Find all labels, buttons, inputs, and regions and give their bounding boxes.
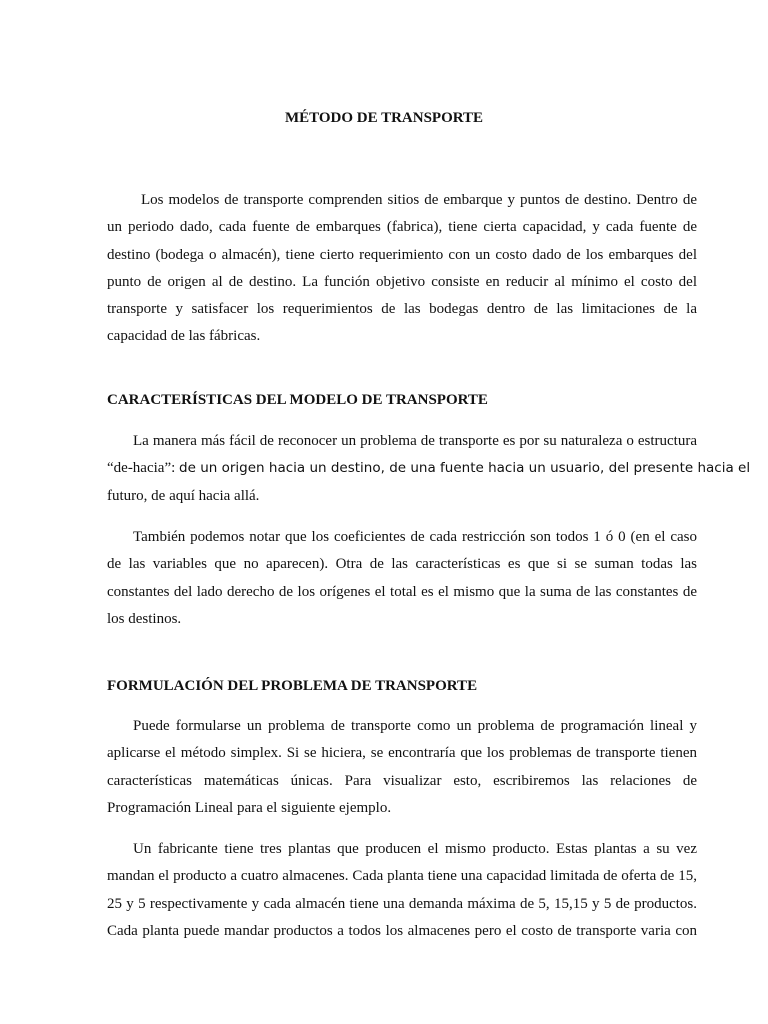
text-line: un periodo dado, cada fuente de embarques (fabrica), tiene cierta capacidad, y cada fuente de <box>107 219 697 236</box>
text-line: punto de origen al de destino. La función objetivo consiste en reducir al mínimo el costo del <box>107 273 697 290</box>
text-line: futuro, de aquí hacia allá. <box>107 487 260 504</box>
paragraph-caracteristicas <box>107 428 751 510</box>
paragraph-intro <box>107 187 697 351</box>
text-line: La manera más fácil de reconocer un problema de transporte es por su naturaleza o estructura <box>133 433 697 449</box>
text-line: aplicarse el método simplex. Si se hiciera, se encontraría que los problemas de transporte tienen <box>107 745 697 762</box>
text-line: Programación Lineal para el siguiente ejemplo. <box>107 799 392 816</box>
text-line: constantes del lado derecho de los orígenes el total es el mismo que la suma de las constantes de <box>107 583 697 600</box>
section-heading-caracteristicas: CARACTERÍSTICAS DEL MODELO DE TRANSPORTE <box>107 392 488 408</box>
text-line: Cada planta puede mandar productos a todos los almacenes pero el costo de transporte varia con <box>107 922 697 939</box>
document-title: MÉTODO DE TRANSPORTE <box>284 110 484 126</box>
text-line: mandan el producto a cuatro almacenes. Cada planta tiene una capacidad limitada de oferta de 15, <box>107 868 697 885</box>
text-line: capacidad de las fábricas. <box>107 328 261 345</box>
text-line: “de-hacia”: de un origen hacia un destino, de una fuente hacia un usuario, del presente hacia el <box>107 460 751 477</box>
text-line: de las variables que no aparecen). Otra de las características es que si se suman todas las <box>107 556 697 573</box>
paragraph-ejemplo <box>107 836 697 945</box>
text-line: transporte y satisfacer los requerimientos de las bodegas dentro de las limitaciones de la <box>107 301 697 318</box>
paragraph-formulacion <box>107 713 697 822</box>
text-line: destino (bodega o almacén), tiene cierto requerimiento con un costo dado de los embarques del <box>107 246 697 263</box>
text-line: También podemos notar que los coeficientes de cada restricción son todos 1 ó 0 (en el caso <box>133 529 697 545</box>
section-heading-formulacion: FORMULACIÓN DEL PROBLEMA DE TRANSPORTE <box>107 678 478 694</box>
text-line: características matemáticas únicas. Para visualizar esto, escribiremos las relaciones de <box>107 772 697 789</box>
paragraph-coeficientes <box>107 524 697 633</box>
text-line: los destinos. <box>107 610 182 627</box>
text-line: Un fabricante tiene tres plantas que producen el mismo producto. Estas plantas a su vez <box>133 841 697 857</box>
text-line: Los modelos de transporte comprenden sitios de embarque y puntos de destino. Dentro de <box>141 192 697 208</box>
text-line: 25 y 5 respectivamente y cada almacén tiene una demanda máxima de 5, 15,15 y 5 de productos. <box>107 895 697 912</box>
text-line: Puede formularse un problema de transporte como un problema de programación lineal y <box>133 718 697 734</box>
